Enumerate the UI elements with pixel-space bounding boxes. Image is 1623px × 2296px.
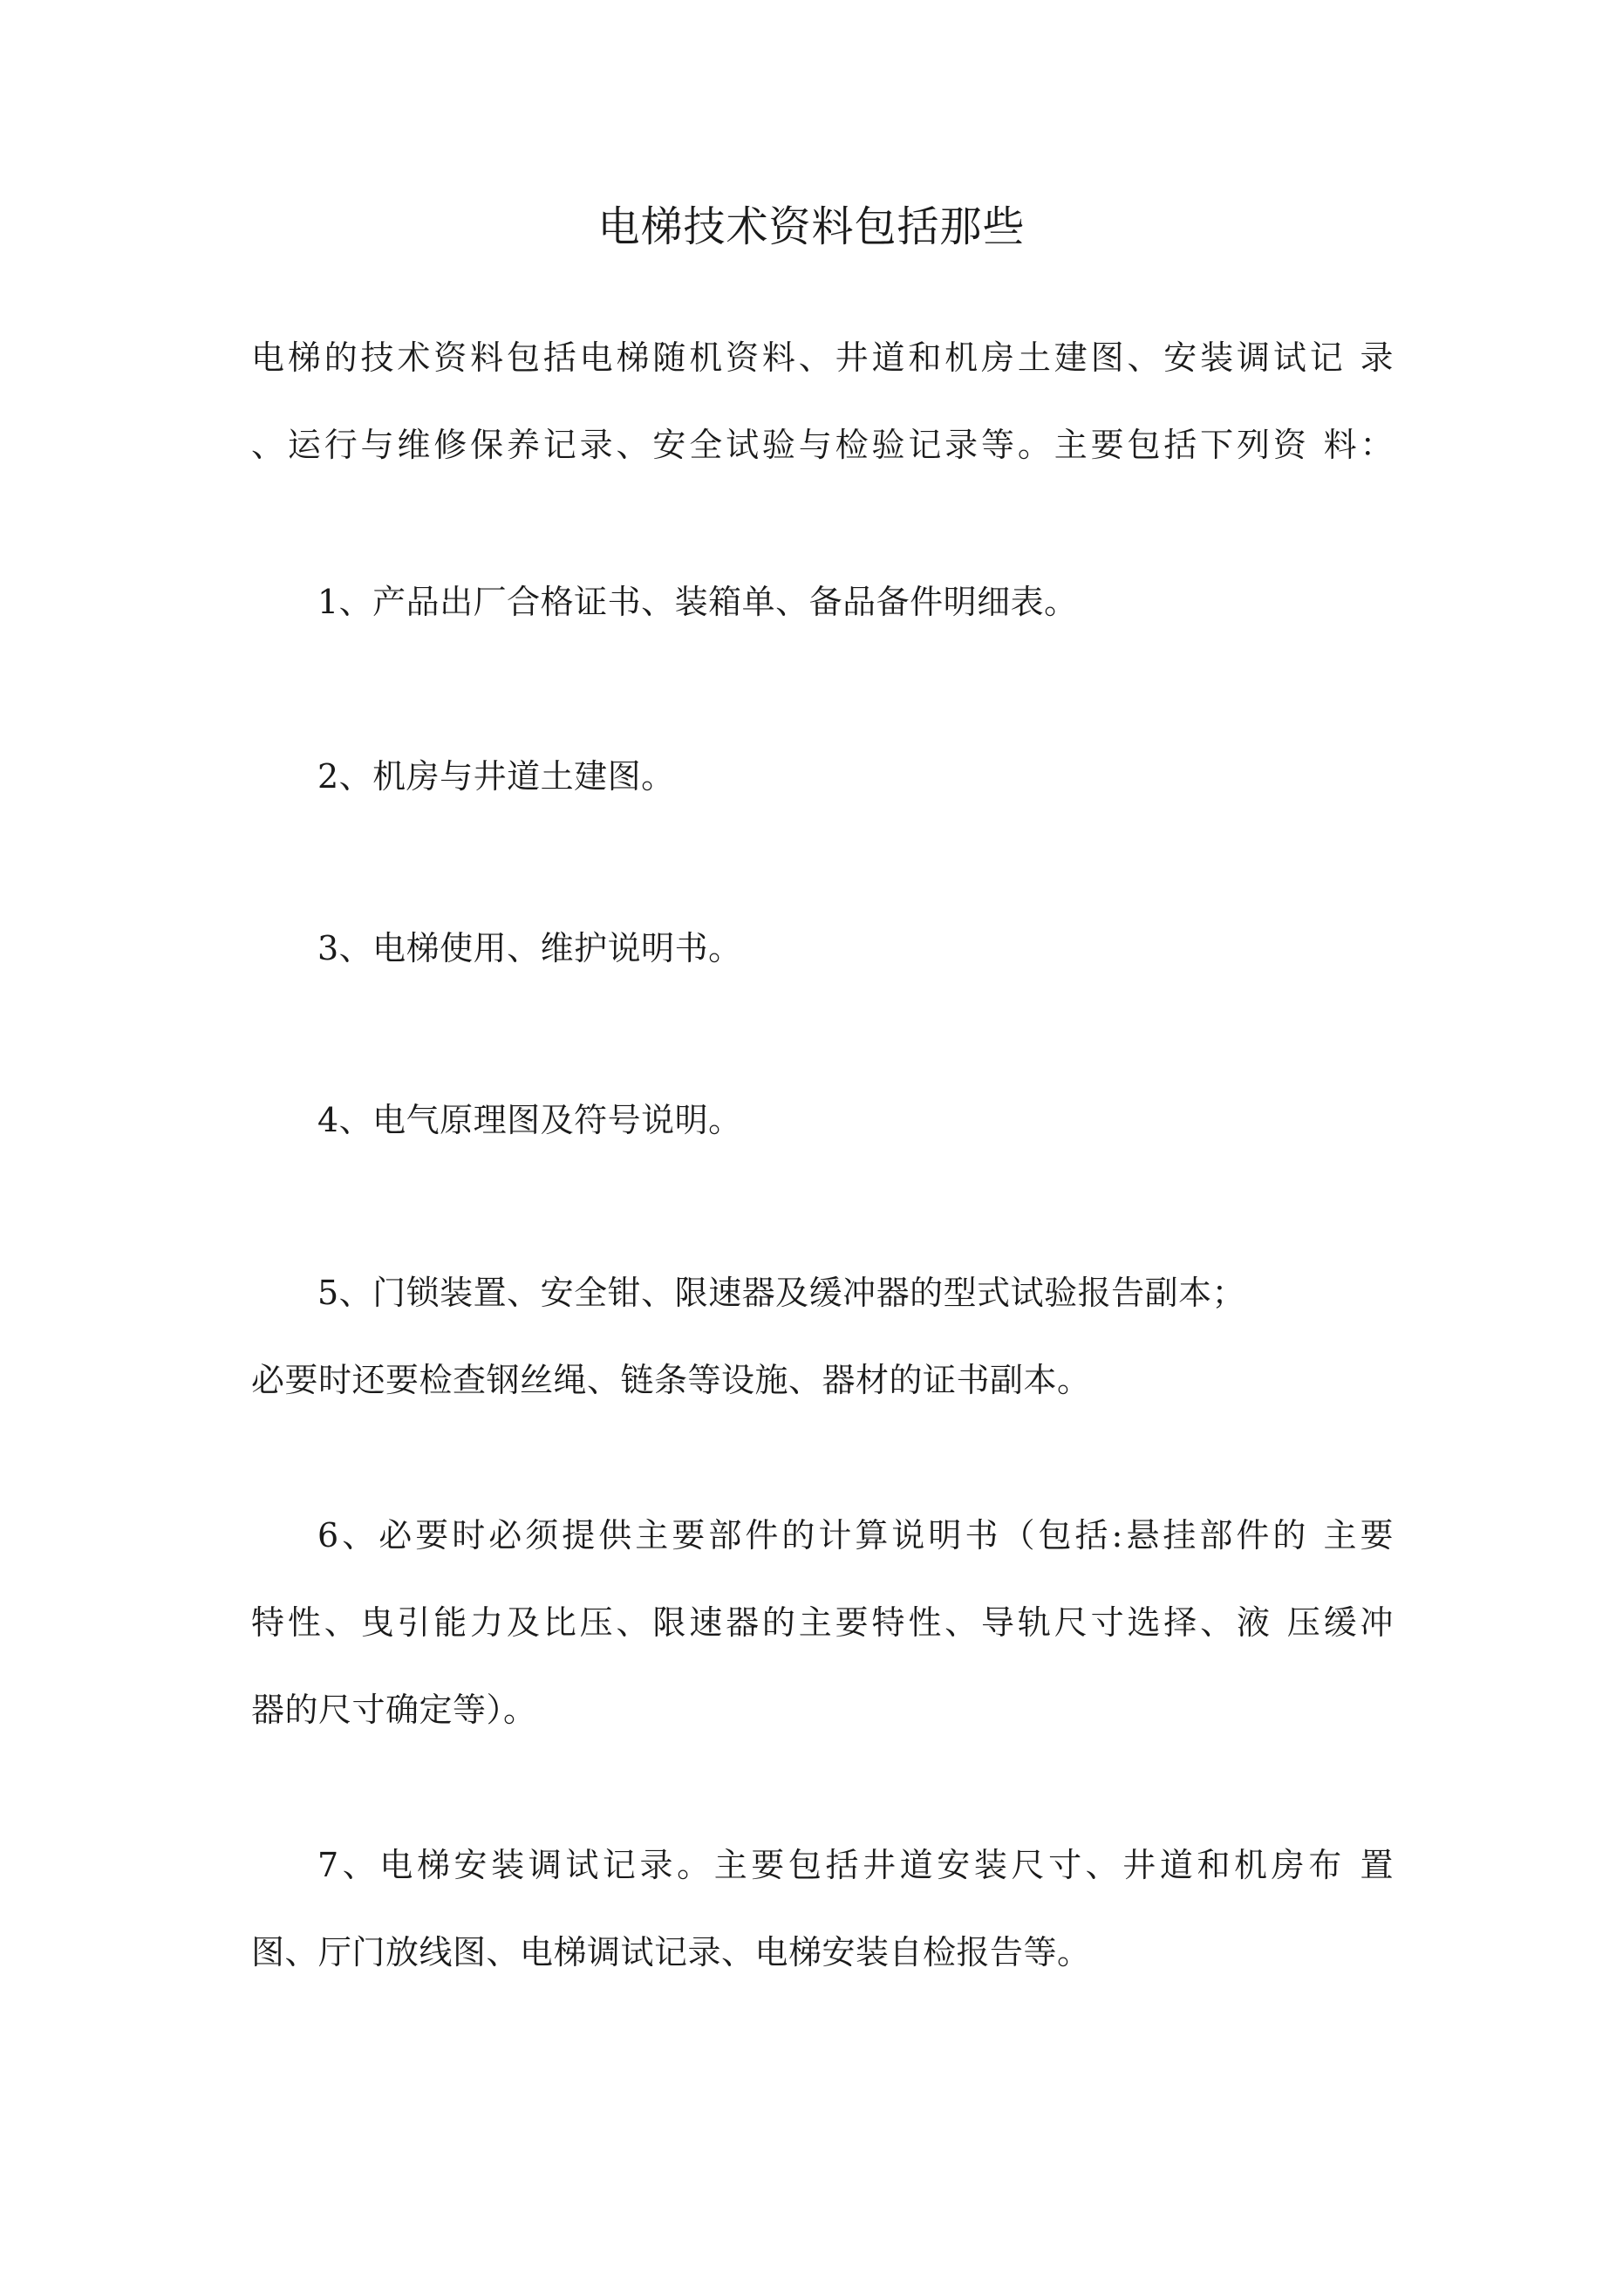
intro-paragraph <box>251 314 1394 489</box>
list-item-6 <box>251 1492 1394 1753</box>
list-item-3 <box>251 905 1394 992</box>
item-5-line-2: 必要时还要检查钢丝绳、链条等设施、器材的证书副本。 <box>251 1361 1091 1399</box>
intro-line-2: 、运行与维修保养记录、安全试验与检验记录等。主要包括下列资 料： <box>251 426 1394 464</box>
item-1-line-1: 1、产品出厂合格证书、装箱单、备品备件明细表。 <box>317 583 1078 621</box>
item-7-line-2: 图、厅门放线图、电梯调试记录、电梯安装自检报告等。 <box>251 1933 1091 1971</box>
list-item-7 <box>251 1821 1394 1996</box>
item-4-line-1: 4、电气原理图及符号说明。 <box>317 1101 742 1139</box>
item-6-line-2: 特性、曳引能力及比压、限速器的主要特性、导轨尺寸选择、液 压缓冲 <box>251 1603 1394 1642</box>
item-2-line-1: 2、机房与井道土建图。 <box>317 757 675 796</box>
list-item-1 <box>251 558 1394 646</box>
list-item-5 <box>251 1249 1394 1424</box>
document-title: 电梯技术资料包括那些 <box>597 202 1026 251</box>
item-5-line-1: 5、门锁装置、安全钳、限速器及缓冲器的型式试验报告副本； <box>317 1274 1246 1312</box>
item-6-line-1: 6、必要时必须提供主要部件的计算说明书（包括:悬挂部件的 主要 <box>317 1516 1394 1555</box>
item-6-line-3: 器的尺寸确定等）。 <box>251 1691 537 1729</box>
intro-line-1: 电梯的技术资料包括电梯随机资料、井道和机房土建图、安装调试记 录 <box>251 338 1394 377</box>
list-item-2 <box>251 733 1394 820</box>
list-item-4 <box>251 1076 1394 1164</box>
item-3-line-1: 3、电梯使用、维护说明书。 <box>317 929 742 967</box>
item-7-line-1: 7、电梯安装调试记录。主要包括井道安装尺寸、井道和机房布 置 <box>317 1846 1394 1884</box>
